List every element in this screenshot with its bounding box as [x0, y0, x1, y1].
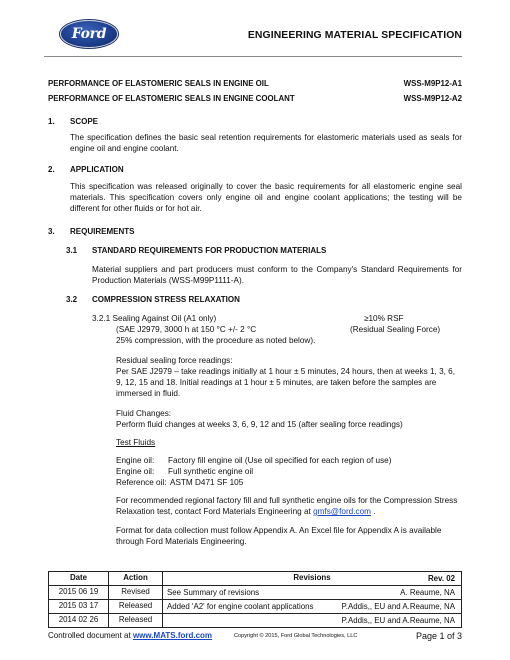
subsection-3-1-heading: 3.1 STANDARD REQUIREMENTS FOR PRODUCTION MATERIALS — [66, 246, 327, 255]
ford-logo-icon — [60, 20, 118, 48]
fluid-changes-text: Perform fluid changes at weeks 3, 6, 9, 12 and 15 (after sealing force readings) — [116, 420, 403, 429]
readings-line: 9, 12, 15 and 18. Initial readings at 1 hour ± 5 minutes, are taken before the samples are — [116, 378, 437, 387]
page-number: Page 1 of 3 — [415, 631, 462, 641]
recommend-line: For recommended regional factory fill and full synthetic engine oils for the Compression Stress — [116, 496, 458, 505]
fluid-changes-heading: Fluid Changes: — [116, 409, 172, 418]
item-3-2-1-condition: (SAE J2979, 3000 h at 150 °C +/- 2 °C — [116, 325, 257, 334]
logo-text: Ford — [71, 25, 107, 42]
fluid-row — [116, 456, 391, 467]
format-line: through Ford Materials Engineering. — [116, 537, 247, 546]
document-footer — [48, 631, 462, 642]
spec-line-coolant — [48, 94, 462, 104]
header-divider — [44, 56, 462, 57]
fluid-value: Factory fill engine oil (Use oil specified for each region of use) — [168, 456, 392, 465]
item-3-2-1-compression: 25% compression, with the procedure as noted below). — [116, 336, 316, 345]
copyright-text: Copyright © 2015, Ford Global Technologies, LLC — [234, 633, 358, 639]
readings-heading: Residual sealing force readings: — [116, 356, 233, 365]
revision-number: Rev. 02 — [427, 574, 455, 583]
item-3-2-1-title: 3.2.1 Sealing Against Oil (A1 only) — [92, 314, 217, 323]
document-title: ENGINEERING MATERIAL SPECIFICATION — [247, 30, 462, 41]
subsection-3-2-heading: 3.2 COMPRESSION STRESS RELAXATION — [66, 295, 240, 304]
section-scope-heading: 1. SCOPE — [48, 117, 99, 126]
spec-title: PERFORMANCE OF ELASTOMERIC SEALS IN ENGINE OIL — [48, 79, 269, 88]
table-row: 2014 02 26 Released P.Addis,, EU and A.Reaume, NA — [49, 614, 462, 628]
application-text: This specification was released originally to cover the basic requirements for all elastomeric engine seal materials. This specification covers only engine oil and engine coolant applications; the testing will be different for other fluids or for hot air. — [70, 182, 462, 213]
section-requirements-heading: 3. REQUIREMENTS — [48, 227, 135, 236]
item-3-2-1-limit: ≥10% RSF — [364, 314, 404, 323]
fluid-value: Full synthetic engine oil — [168, 467, 254, 476]
header-action: Action — [109, 572, 163, 586]
scope-text: The specification defines the basic seal retention requirements for elastomeric materials used as seals for engine oil and engine coolant. — [70, 133, 462, 153]
fluid-label: Engine oil: — [116, 467, 155, 476]
revision-table-header — [49, 572, 462, 586]
readings-line: Per SAE J2979 – take readings initially at 1 hour ± 5 minutes, 24 hours, then at weeks 1, 3, 6, — [116, 367, 456, 376]
subsection-3-1-text: Material suppliers and part producers must conform to the Company's Standard Requirements for Production Materials (WSS-M99P1111-A). — [92, 265, 462, 285]
test-fluids-heading: Test Fluids — [116, 438, 156, 447]
section-application-heading: 2. APPLICATION — [48, 165, 124, 174]
fluid-row — [116, 467, 253, 478]
spec-title: PERFORMANCE OF ELASTOMERIC SEALS IN ENGINE COOLANT — [48, 94, 295, 103]
format-line: Format for data collection must follow Appendix A. An Excel file for Appendix A is available — [116, 526, 442, 535]
mats-link[interactable]: www.MATS.ford.com — [132, 631, 213, 640]
item-3-2-1-limit-note: (Residual Sealing Force) — [350, 325, 441, 334]
controlled-text: Controlled document at — [48, 631, 133, 640]
spec-line-oil — [48, 79, 462, 89]
fluid-label: Reference oil: — [116, 478, 167, 487]
table-row: 2015 03 17 Released Added 'A2' for engine coolant applications P.Addis,, EU and A.Reaume, NA — [49, 600, 462, 614]
fluid-label: Engine oil: — [116, 456, 155, 465]
spec-code: WSS-M9P12-A2 — [403, 94, 462, 103]
table-row: 2015 06 19 Revised See Summary of revisions A. Reaume, NA — [49, 586, 462, 600]
header-revisions: Revisions Rev. 02 — [163, 572, 462, 586]
header-date: Date — [49, 572, 109, 586]
fluid-row — [116, 478, 243, 489]
readings-line: immersed in fluid. — [116, 389, 181, 398]
fluid-value: ASTM D471 SF 105 — [170, 478, 244, 487]
recommend-line: Relaxation test, contact Ford Materials Engineering at gmfs@ford.com . — [116, 507, 376, 516]
spec-code: WSS-M9P12-A1 — [403, 79, 462, 88]
revision-table — [48, 571, 462, 628]
contact-email-link[interactable]: gmfs@ford.com — [313, 507, 371, 516]
document-header — [44, 20, 462, 56]
